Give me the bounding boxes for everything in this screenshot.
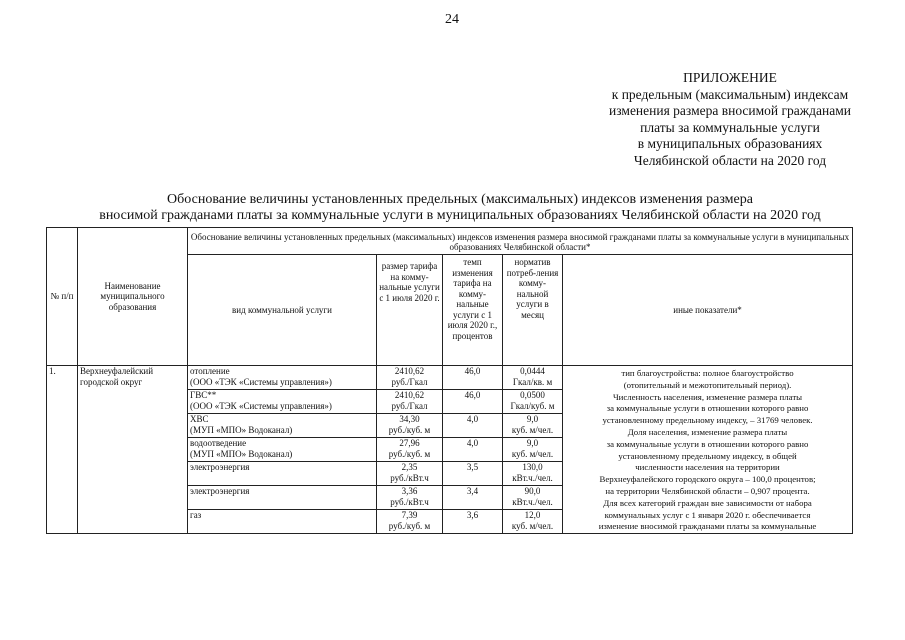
tariff-unit: руб./Гкал — [391, 376, 428, 387]
tariff-cell — [377, 390, 443, 414]
tariff-cell — [377, 486, 443, 510]
document-title — [20, 192, 900, 224]
appendix-line: к предельным (максимальным) индексам — [611, 86, 849, 102]
header-norm: норматив потреб-ления комму-нальной услуги в месяц — [503, 255, 563, 366]
rate-cell: 4,0 — [443, 438, 503, 462]
tariff-table — [46, 227, 853, 534]
tariff-value: 2410,62 — [394, 366, 425, 376]
service-provider: (ООО «ТЭК «Системы управления») — [190, 400, 332, 411]
rate-cell: 4,0 — [443, 414, 503, 438]
table-row — [47, 366, 853, 390]
rate-cell: 3,6 — [443, 510, 503, 534]
norm-cell — [503, 414, 563, 438]
rate-cell: 46,0 — [443, 390, 503, 414]
appendix-line: изменения размера вносимой гражданами — [609, 103, 851, 118]
appendix-line: Челябинской области на 2020 год — [633, 152, 827, 168]
row-num: 1. — [47, 366, 78, 534]
service-provider: (МУП «МПО» Водоканал) — [190, 424, 293, 435]
header-num: № п/п — [47, 228, 78, 366]
service-name: газ — [190, 510, 202, 521]
norm-cell — [503, 462, 563, 486]
service-name: ГВС** — [190, 390, 217, 401]
header-service: вид коммунальной услуги — [188, 255, 377, 366]
appendix-line: ПРИЛОЖЕНИЕ — [683, 70, 777, 85]
service-cell — [188, 510, 377, 534]
service-cell — [188, 414, 377, 438]
norm-cell — [503, 486, 563, 510]
tariff-unit: руб./куб. м — [388, 424, 431, 435]
tariff-unit: руб./кВт.ч — [390, 496, 429, 507]
norm-unit: Гкал/кв. м — [512, 376, 553, 387]
service-provider: (ООО «ТЭК «Системы управления») — [190, 376, 332, 387]
rate-cell: 46,0 — [443, 366, 503, 390]
norm-value: 9,0 — [526, 438, 539, 449]
service-name: водоотведение — [190, 438, 247, 449]
other-line: Верхнеуфалейского городского округа – 100,0 процентов; — [599, 474, 816, 485]
service-cell — [188, 438, 377, 462]
tariff-cell — [377, 438, 443, 462]
other-line: Доля населения, изменение размера платы — [627, 426, 788, 437]
norm-cell — [503, 438, 563, 462]
tariff-value: 34,30 — [399, 414, 420, 425]
title-line-1: Обоснование величины установленных предельных (максимальных) индексов изменения размера — [167, 192, 753, 207]
norm-cell — [503, 390, 563, 414]
norm-unit: куб. м/чел. — [511, 520, 554, 531]
appendix-line: платы за коммунальные услуги — [640, 119, 820, 135]
norm-value: 12,0 — [524, 510, 541, 521]
other-line: (отопительный и межотопительный период). — [623, 379, 792, 390]
norm-cell — [503, 510, 563, 534]
tariff-cell — [377, 366, 443, 390]
appendix-line: в муниципальных образованиях — [637, 136, 823, 151]
other-line: установленному предельному индексу, – 31769 человек. — [602, 415, 813, 426]
other-line: установленному предельному индексу, в общей — [618, 450, 797, 461]
service-cell — [188, 366, 377, 390]
norm-unit: куб. м/чел. — [511, 424, 554, 435]
norm-cell — [503, 366, 563, 390]
header-rate: темп изменения тарифа на комму-нальные услуги с 1 июля 2020 г., процентов — [443, 255, 503, 366]
tariff-unit: руб./Гкал — [391, 400, 428, 411]
row-municipality: Верхнеуфалейский городской округ — [78, 366, 188, 534]
other-line: за коммунальные услуги в отношении которого равно — [606, 403, 809, 414]
header-municipality: Наименование муниципального образования — [78, 228, 188, 366]
service-name: электроэнергия — [190, 486, 250, 497]
norm-unit: кВт.ч./чел. — [512, 472, 553, 483]
service-provider: (МУП «МПО» Водоканал) — [190, 448, 293, 459]
service-name: ХВС — [190, 414, 209, 425]
service-cell — [188, 390, 377, 414]
header-group: Обоснование величины установленных предельных (максимальных) индексов изменения размера вносимой гражданами платы за коммунальные услуги в муниципальных образованиях Челябинской области* — [188, 228, 853, 255]
norm-value: 9,0 — [526, 414, 539, 425]
appendix-heading — [560, 70, 900, 169]
other-line: за коммунальные услуги в отношении которого равно — [606, 438, 809, 449]
tariff-cell — [377, 414, 443, 438]
norm-unit: Гкал/куб. м — [510, 400, 555, 411]
other-line: численности населения на территории — [635, 462, 780, 473]
tariff-value: 2410,62 — [394, 390, 425, 401]
other-line: на территории Челябинской области – 0,907 процента. — [605, 485, 810, 496]
other-line: тип благоустройства: полное благоустройство — [621, 368, 794, 378]
service-cell — [188, 486, 377, 510]
header-tariff: размер тарифа на комму-нальные услуги с 1 июля 2020 г. — [377, 255, 443, 366]
tariff-cell — [377, 510, 443, 534]
service-cell — [188, 462, 377, 486]
page-number: 24 — [445, 12, 459, 27]
other-line: Численность населения, изменение размера платы — [612, 391, 803, 402]
other-indicators — [563, 366, 853, 534]
norm-value: 0,0500 — [520, 390, 545, 401]
header-other: иные показатели* — [563, 255, 853, 366]
rate-cell: 3,5 — [443, 462, 503, 486]
other-line: коммунальных услуг с 1 января 2020 г. обеспечивается — [604, 509, 811, 520]
rate-cell: 3,4 — [443, 486, 503, 510]
tariff-unit: руб./куб. м — [388, 448, 431, 459]
tariff-value: 27,96 — [399, 438, 420, 449]
tariff-unit: руб./куб. м — [388, 520, 431, 531]
norm-unit: кВт.ч./чел. — [512, 496, 553, 507]
tariff-cell — [377, 462, 443, 486]
other-line: Для всех категорий граждан вне зависимости от набора — [603, 497, 812, 508]
tariff-unit: руб./кВт.ч — [390, 472, 429, 483]
tariff-value: 7,39 — [401, 510, 418, 521]
norm-value: 130,0 — [522, 462, 543, 473]
tariff-value: 2,35 — [401, 462, 418, 473]
other-line: изменение вносимой гражданами платы за коммунальные — [598, 521, 817, 532]
norm-value: 0,0444 — [520, 366, 545, 376]
norm-value: 90,0 — [524, 486, 541, 497]
title-line-2: вносимой гражданами платы за коммунальные услуги в муниципальных образованиях Челябинской области на 2020 год — [99, 208, 821, 223]
tariff-value: 3,36 — [401, 486, 418, 497]
norm-unit: куб. м/чел. — [511, 448, 554, 459]
service-name: электроэнергия — [190, 462, 250, 473]
service-name: отопление — [190, 366, 230, 376]
